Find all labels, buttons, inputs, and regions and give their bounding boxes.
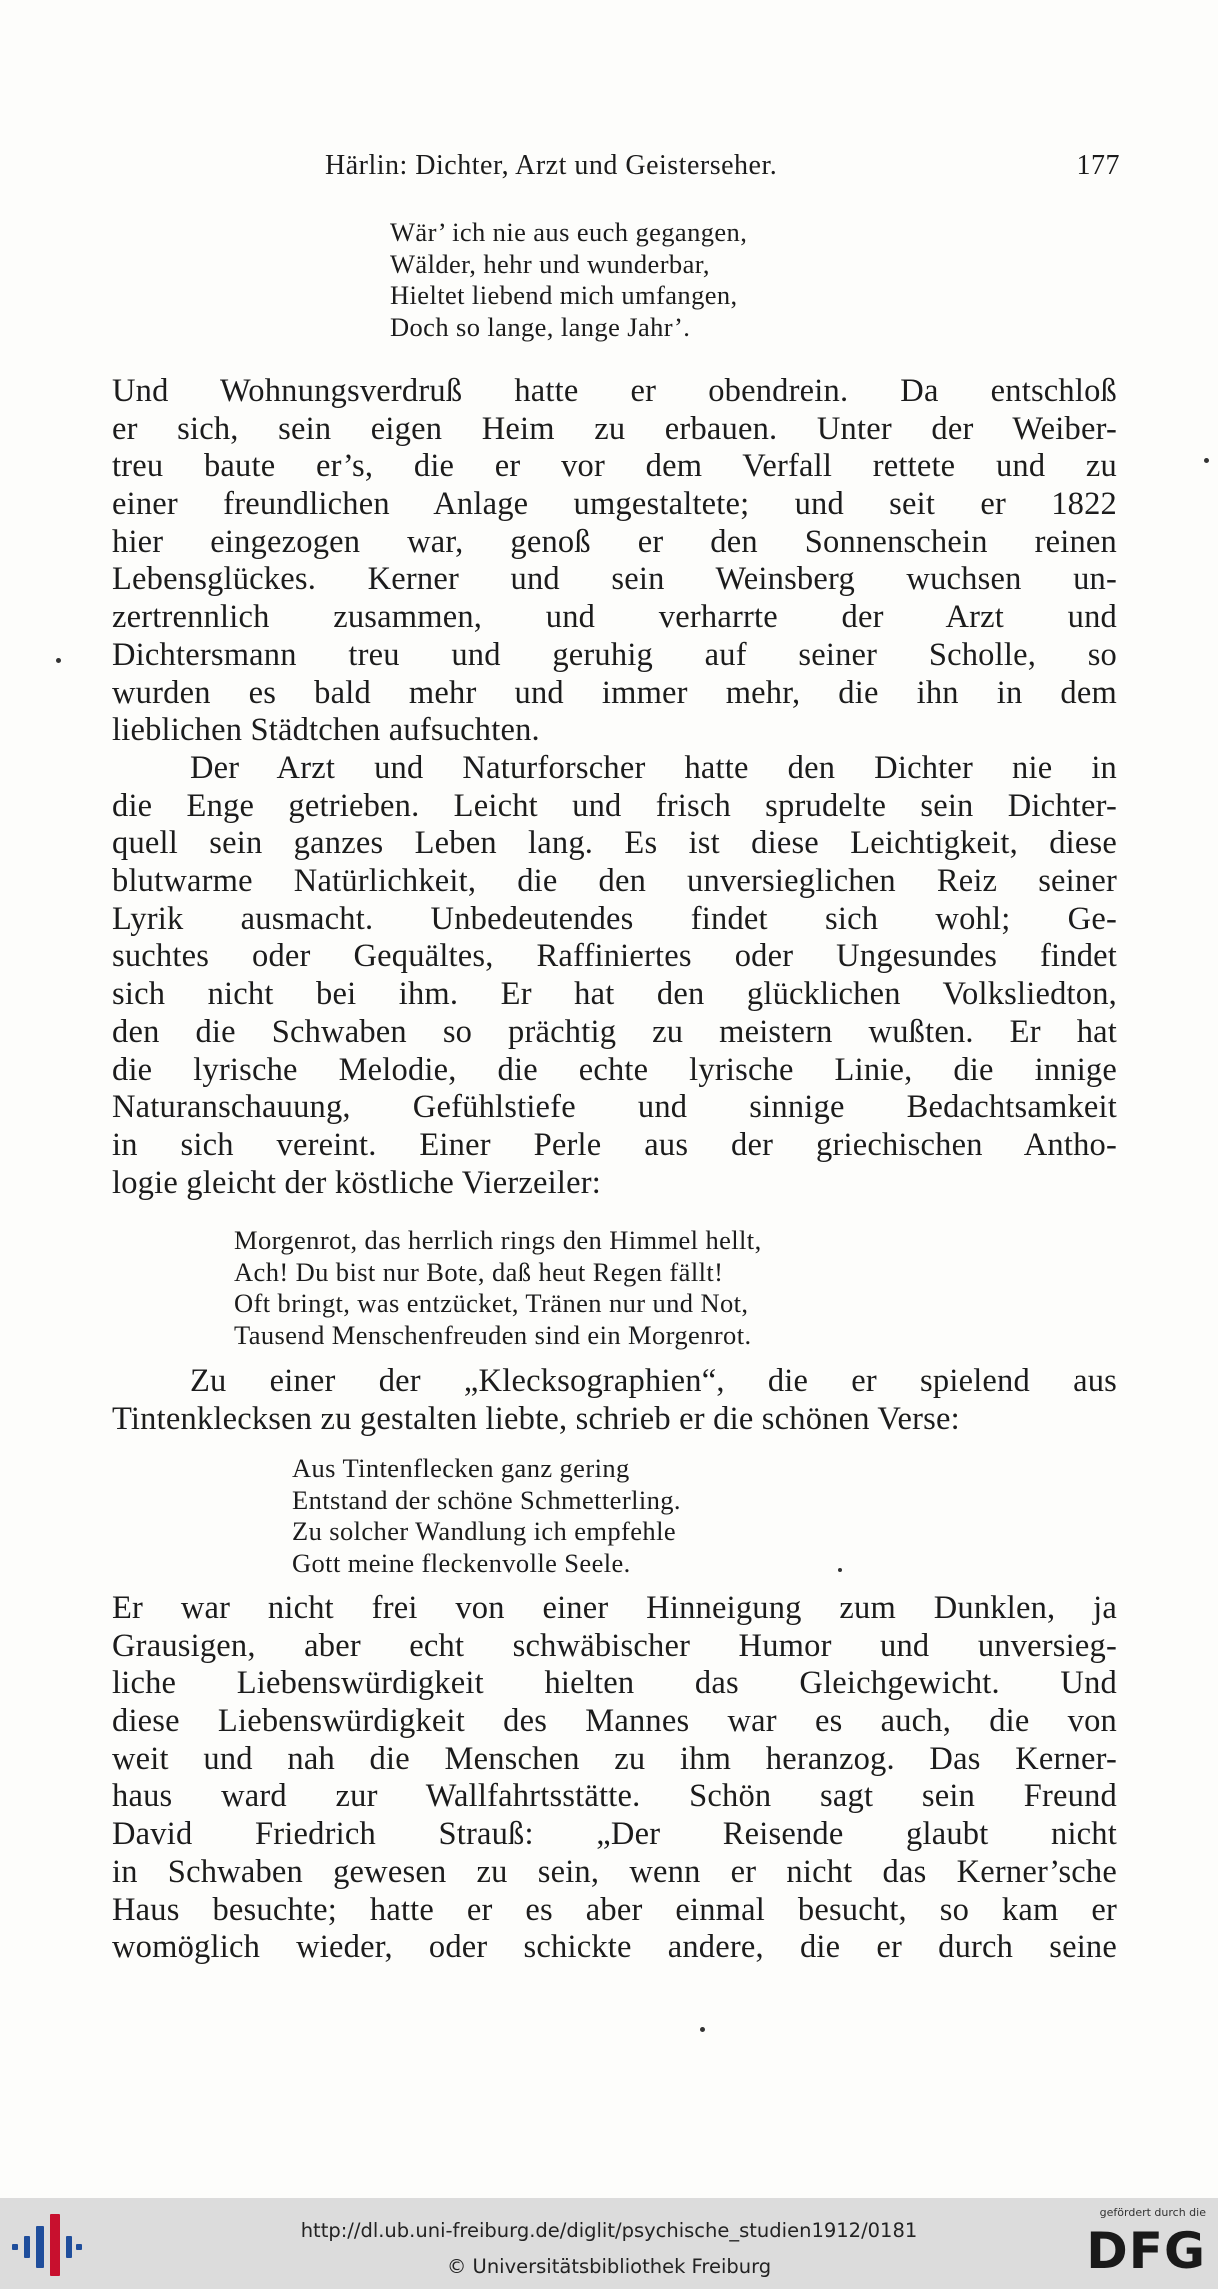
text-line: Der Arzt und Naturforscher hatte den Dichter nie in (190, 750, 1117, 786)
verse-block-2 (234, 1225, 762, 1351)
text-line: David Friedrich Strauß: „Der Reisende glaubt nicht (112, 1816, 1117, 1853)
dfg-logo (1076, 2206, 1206, 2284)
logo-dot (76, 2244, 82, 2250)
text-line: weit und nah die Menschen zu ihm heranzog. Das Kerner- (112, 1740, 1117, 1777)
text-line: suchtes oder Gequältes, Raffiniertes oder Ungesundes findet (112, 938, 1117, 975)
text-line: Lebensglückes. Kerner und sein Weinsberg wuchsen un- (112, 561, 1117, 598)
paragraph-3 (112, 1363, 1117, 1438)
text-line: haus ward zur Wallfahrtsstätte. Schön sagt sein Freund (112, 1778, 1117, 1815)
text-line: Und Wohnungsverdruß hatte er obendrein. Da entschloß (112, 373, 1117, 409)
verse-line: Hieltet liebend mich umfangen, (390, 280, 738, 310)
text-line: zertrennlich zusammen, und verharrte der Arzt und (112, 599, 1117, 636)
page-number: 177 (1076, 150, 1120, 181)
verse-line: Doch so lange, lange Jahr’. (390, 311, 691, 342)
text-line: den die Schwaben so prächtig zu meistern wußten. Er hat (112, 1013, 1117, 1050)
text-line: Naturanschauung, Gefühlstiefe und sinnige Bedachtsamkeit (112, 1089, 1117, 1126)
text-line: hier eingezogen war, genoß er den Sonnenschein reinen (112, 523, 1117, 560)
scan-speck (838, 1568, 842, 1572)
source-url-link[interactable]: http://dl.ub.uni-freiburg.de/diglit/psychische_studien1912/0181 (300, 2219, 918, 2242)
text-line: er sich, sein eigen Heim zu erbauen. Unter der Weiber- (112, 410, 1117, 447)
text-line: einer freundlichen Anlage umgestaltete; und seit er 1822 (112, 486, 1117, 523)
verse-line: Morgenrot, das herrlich rings den Himmel hellt, (234, 1225, 762, 1255)
paragraph-2 (112, 750, 1117, 1202)
text-line: Grausigen, aber echt schwäbischer Humor und unversieg- (112, 1627, 1117, 1664)
text-line: in sich vereint. Einer Perle aus der griechischen Antho- (112, 1126, 1117, 1163)
text-line: womöglich wieder, oder schickte andere, die er durch seine (112, 1929, 1117, 1966)
text-line: in Schwaben gewesen zu sein, wenn er nicht das Kerner’sche (112, 1853, 1117, 1890)
verse-line: Ach! Du bist nur Bote, daß heut Regen fällt! (234, 1256, 724, 1287)
text-line: Tintenklecksen zu gestalten liebte, schrieb er die schönen Verse: (112, 1400, 960, 1437)
page-header (110, 150, 1120, 190)
scan-speck (700, 2027, 705, 2032)
text-line: sich nicht bei ihm. Er hat den glücklichen Volksliedton, (112, 976, 1117, 1013)
verse-line: Wälder, hehr und wunderbar, (390, 248, 710, 279)
text-line: treu baute er’s, die er vor dem Verfall rettete und zu (112, 448, 1117, 485)
text-line: Er war nicht frei von einer Hinneigung zum Dunklen, ja (112, 1590, 1117, 1626)
text-line: quell sein ganzes Leben lang. Es ist diese Leichtigkeit, diese (112, 825, 1117, 862)
verse-line: Wär’ ich nie aus euch gegangen, (390, 217, 748, 247)
text-line: Haus besuchte; hatte er es aber einmal besucht, so kam er (112, 1891, 1117, 1928)
verse-line: Aus Tintenflecken ganz gering (292, 1453, 630, 1483)
text-line: Dichtersmann treu und geruhig auf seiner Scholle, so (112, 636, 1117, 673)
text-line: lieblichen Städtchen aufsuchten. (112, 712, 540, 749)
text-line: die Enge getrieben. Leicht und frisch sprudelte sein Dichter- (112, 787, 1117, 824)
text-line: Lyrik ausmacht. Unbedeutendes findet sich wohl; Ge- (112, 900, 1117, 937)
copyright-text: © Universitätsbibliothek Freiburg (446, 2255, 772, 2278)
text-line: Zu einer der „Klecksographien“, die er spielend aus (190, 1363, 1117, 1399)
running-title: Härlin: Dichter, Arzt und Geisterseher. (325, 150, 778, 181)
text-line: liche Liebenswürdigkeit hielten das Gleichgewicht. Und (112, 1665, 1117, 1702)
text-line: logie gleicht der köstliche Vierzeiler: (112, 1164, 601, 1201)
dfg-wordmark: DFG (1086, 2222, 1206, 2280)
scan-speck (1204, 458, 1209, 463)
viewer-footer (0, 2198, 1218, 2289)
scan-speck (56, 658, 61, 663)
text-line: blutwarme Natürlichkeit, die den unversieglichen Reiz seiner (112, 863, 1117, 900)
paragraph-4 (112, 1590, 1117, 1967)
text-line: diese Liebenswürdigkeit des Mannes war es auch, die von (112, 1703, 1117, 1740)
logo-dot (12, 2244, 18, 2250)
text-line: die lyrische Melodie, die echte lyrische Linie, die innige (112, 1051, 1117, 1088)
verse-block-3 (292, 1453, 681, 1579)
verse-block-1 (390, 217, 747, 343)
text-line: wurden es bald mehr und immer mehr, die ihn in dem (112, 674, 1117, 711)
verse-line: Gott meine fleckenvolle Seele. (292, 1547, 631, 1578)
verse-line: Oft bringt, was entzücket, Tränen nur und Not, (234, 1288, 749, 1318)
dfg-funding-text: gefördert durch die (1099, 2206, 1206, 2219)
verse-line: Tausend Menschenfreuden sind ein Morgenrot. (234, 1319, 752, 1350)
verse-line: Zu solcher Wandlung ich empfehle (292, 1516, 677, 1546)
verse-line: Entstand der schöne Schmetterling. (292, 1484, 681, 1515)
paragraph-1 (112, 373, 1117, 750)
